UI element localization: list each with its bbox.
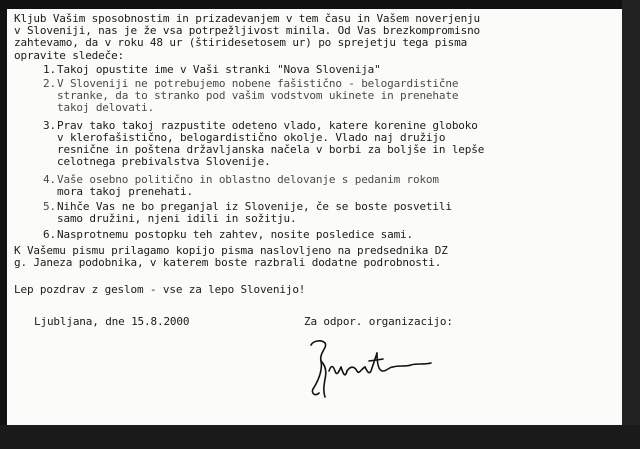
intro-line: opravite sledeče:	[14, 49, 125, 62]
frame-border-left	[0, 0, 7, 449]
item-text: v klerofašistično, belogardistično okolje. Vlado naj družijo	[57, 131, 446, 144]
item-text: takoj delovati.	[57, 101, 155, 114]
frame-border-top	[0, 0, 640, 9]
item-text: resnične in poštena državljanska načela v borbi za boljše in lepše	[57, 143, 485, 156]
frame-border-right	[622, 0, 640, 449]
item-number: 5.	[43, 200, 56, 213]
item-text: Nihče Vas ne bo preganjal iz Slovenije, če se boste posvetili	[57, 200, 452, 213]
item-number: 6.	[43, 228, 56, 241]
item-text: samo družini, njeni idili in sožitju.	[57, 212, 297, 225]
item-text: Prav tako takoj razpustite odeteno vlado, katere korenine globoko	[57, 119, 478, 132]
item-number: 4.	[43, 173, 56, 186]
item-text: Takoj opustite ime v Vaši stranki "Nova Slovenija"	[57, 63, 381, 76]
closing-greeting: Lep pozdrav z geslom - vse za lepo Slovenijo!	[14, 283, 306, 296]
item-text: celotnega prebivalstva Slovenije.	[57, 155, 271, 168]
letter-page	[7, 9, 622, 425]
item-number: 3.	[43, 119, 56, 132]
intro-line: zahtevamo, da v roku 48 ur (štiridesetosem ur) po sprejetju tega pisma	[14, 36, 468, 49]
place-date: Ljubljana, dne 15.8.2000	[34, 315, 190, 328]
item-text: stranke, da to stranko pod vašim vodstvom ukinete in prenehate	[57, 89, 459, 102]
attachment-line: g. Janeza podobnika, v katerem boste razbrali dodatne podrobnosti.	[14, 256, 442, 269]
attachment-line: K Vašemu pismu prilagamo kopijo pisma naslovljeno na predsednika DZ	[14, 244, 448, 257]
item-number: 1.	[43, 63, 56, 76]
item-text: mora takoj prenehati.	[57, 185, 193, 198]
item-text: Vaše osebno politično in oblastno delovanje s pedanim rokom	[57, 173, 439, 186]
handwritten-signature	[303, 331, 443, 411]
intro-line: Kljub Vašim sposobnostim in prizadevanjem v tem času in Vašem noverjenju	[14, 12, 481, 25]
frame-border-bottom	[0, 425, 640, 449]
item-text: Nasprotnemu postopku teh zahtev, nosite posledice sami.	[57, 228, 413, 241]
item-number: 2.	[43, 77, 56, 90]
item-text: V Sloveniji ne potrebujemo nobene fašistično - belogardistične	[57, 77, 459, 90]
organization-label: Za odpor. organizacijo:	[304, 315, 453, 328]
intro-line: v Sloveniji, nas je že vsa potrpežljivost minila. Od Vas brezkompromisno	[14, 24, 481, 37]
